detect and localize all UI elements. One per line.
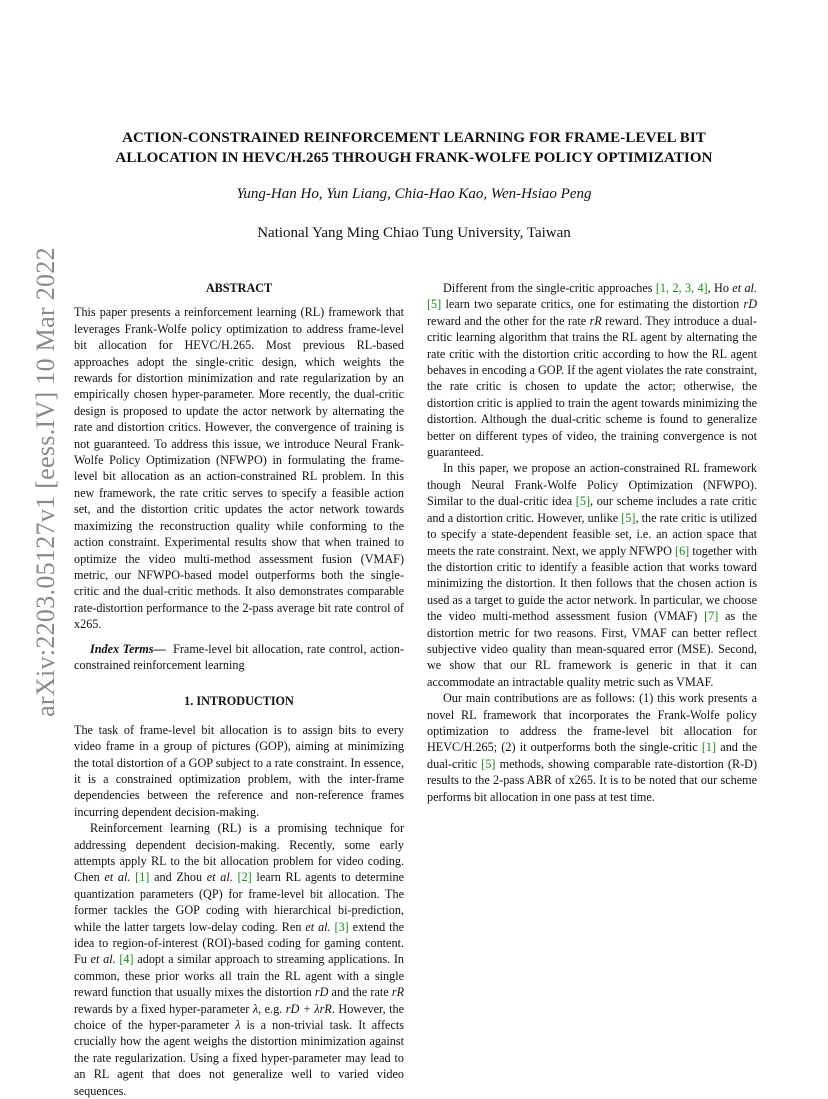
intro-paragraph-5: Our main contributions are as follows: (1) this work presents a novel RL framework that incorporates the Frank-Wolfe policy optimization to address the frame-level bit allocation for HEVC/H.265; (2) it outperforms both the single-critic [1] and the dual-critic [5] methods, showing comparable rate-distortion (R-D) results to the 2-pass ABR of x265. It is to be noted that our scheme performs bit allocation in one pass at test time. (427, 691, 758, 804)
et-al: et al. (305, 919, 331, 934)
intro-paragraph-3: Different from the single-critic approaches [1, 2, 3, 4], Ho et al.[5] learn two separate critics, one for estimating the distortion rD reward and the other for the rate rR reward. They introduce a dual-critic learning algorithm that trains the RL agent by alternating the rate critic with the distortion critic according to how the RL agent behaves in encoding a GOP. If the agent violates the rate constraint, the rate critic is chosen to update the actor; otherwise, the distortion critic is applied to train the agent towards minimizing the distortion. Although the dual-critic scheme is found to generalize better on different types of video, the training convergence is not guaranteed. (427, 281, 757, 460)
intro-paragraph-1: The task of frame-level bit allocation is to assign bits to every video frame in a group of pictures (GOP), aiming at minimizing the total distortion of a GOP subject to a rate constraint. In essence, it is a constrained optimization problem, with the inter-frame dependencies between the reference and non-reference frames incurring dependent decision-making. (74, 722, 404, 819)
paper-title (74, 128, 754, 168)
citation-link[interactable]: [6] (675, 543, 690, 558)
math-expression: rD + λrR (285, 1001, 332, 1016)
arxiv-identifier: arXiv:2203.05127v1 [eess.IV] 10 Mar 2022 (31, 247, 60, 717)
citation-link[interactable]: [2] (237, 870, 252, 885)
citation-link[interactable]: [5] (481, 756, 496, 771)
arxiv-sidebar (26, 247, 66, 717)
et-al: et al. (104, 870, 131, 885)
citation-link[interactable]: [5] (621, 510, 636, 525)
math-rD: rD (743, 297, 757, 312)
citation-link[interactable]: [3] (334, 919, 349, 934)
citation-link[interactable]: [1] (135, 870, 150, 885)
title-line-1: ACTION-CONSTRAINED REINFORCEMENT LEARNING FOR FRAME-LEVEL BIT (122, 130, 706, 146)
citation-link[interactable]: [5] (575, 494, 591, 509)
author-list: Yung-Han Ho, Yun Liang, Chia-Hao Kao, Wen-Hsiao Peng (236, 186, 592, 202)
intro-paragraph-2: Reinforcement learning (RL) is a promising technique for addressing dependent decision-making. Recently, some early attempts apply RL to the bit allocation problem for video coding. Chen et al. [1] and Zhou et al. [2] learn RL agents to determine quantization parameters (QP) for frame-level bit allocation. The former tackles the GOP coding with hierarchical bi-prediction, while the latter targets low-delay coding. Ren et al. [3] extend the idea to region-of-interest (ROI)-based coding for gaming content. Fu et al. [4] adopt a similar approach to streaming applications. In common, these prior works all train the RL agent with a single reward function that usually mixes the distortion rD and the rate rR rewards by a fixed hyper-parameter λ, e.g. rD + λrR. However, the choice of the hyper-parameter λ is a non-trivial task. It affects crucially how the agent weighs the distortion minimization against the rate regularization. Using a fixed hyper-parameter may lead to an RL agent that does not generalize well to varied video sequences. (74, 821, 405, 1098)
math-rR: rR (589, 313, 602, 328)
left-column (74, 278, 404, 1099)
math-lambda: λ (252, 1001, 259, 1016)
citation-link[interactable]: [7] (704, 609, 719, 624)
index-terms-label: Index Terms— (90, 641, 166, 656)
index-terms-body: Frame-level bit allocation, rate control, action-constrained reinforcement learning (74, 641, 405, 672)
intro-paragraph-4: In this paper, we propose an action-constrained RL framework though Neural Frank-Wolfe Policy Optimization (NFWPO). Similar to the dual-critic idea [5], our scheme includes a rate critic and a distortion critic. However, unlike [5], the rate critic is utilized to specify a state-dependent feasible set, i.e. an action space that meets the rate constraint. Next, we apply NFWPO [6] together with the distortion critic to identify a feasible action that works toward minimizing the distortion. It then follows that the chosen action is used as a target to guide the actor network. In particular, we choose the video multi-method assessment fusion (VMAF) [7] as the distortion metric for two reasons. First, VMAF can better reflect subjective video quality than mean-squared error (MSE). Second, we show that our RL framework is generic in that it can accommodate an intractable quality metric such as VMAF. (427, 461, 758, 689)
abstract-heading: ABSTRACT (205, 281, 273, 295)
et-al: et al. (732, 281, 757, 295)
et-al: et al. (206, 870, 233, 885)
title-line-2: ALLOCATION IN HEVC/H.265 THROUGH FRANK-WOLFE POLICY OPTIMIZATION (115, 150, 713, 166)
et-al: et al. (90, 952, 116, 967)
citation-link[interactable]: [5] (427, 297, 442, 312)
abstract-body: This paper presents a reinforcement learning (RL) framework that leverages Frank-Wolfe policy optimization to address frame-level bit allocation for HEVC/H.265. Most previous RL-based approaches adopt the single-critic design, which weights the rewards for distortion minimization and rate regularization by an empirically chosen hyper-parameter. More recently, the dual-critic design is proposed to update the actor network by alternating the rate and distortion critics. However, the convergence of training is not guaranteed. To address this issue, we introduce Neural Frank-Wolfe Policy Optimization (NFWPO) in formulating the frame-level bit allocation as an action-constrained RL problem. In this new framework, the rate critic serves to specify a feasible action set, and the distortion critic updates the actor network towards maximizing the reconstruction quality while conforming to the action constraint. Experimental results show that when trained to optimize the video multi-method assessment fusion (VMAF) metric, our NFWPO-based model outperforms both the single-critic and the dual-critic methods. It also demonstrates comparable rate-distortion performance to the 2-pass average bit rate control of x265. (74, 305, 404, 632)
math-lambda: λ (235, 1018, 241, 1033)
affiliation: National Yang Ming Chiao Tung University, Taiwan (257, 225, 571, 241)
citation-link[interactable]: [1, 2, 3, 4] (655, 281, 708, 295)
citation-link[interactable]: [4] (119, 952, 134, 967)
math-rD: rD (314, 985, 329, 1000)
introduction-heading: 1. INTRODUCTION (184, 694, 294, 709)
citation-link[interactable]: [1] (701, 740, 717, 755)
math-rR: rR (391, 985, 405, 1000)
right-column (427, 278, 757, 805)
index-terms (74, 641, 404, 674)
